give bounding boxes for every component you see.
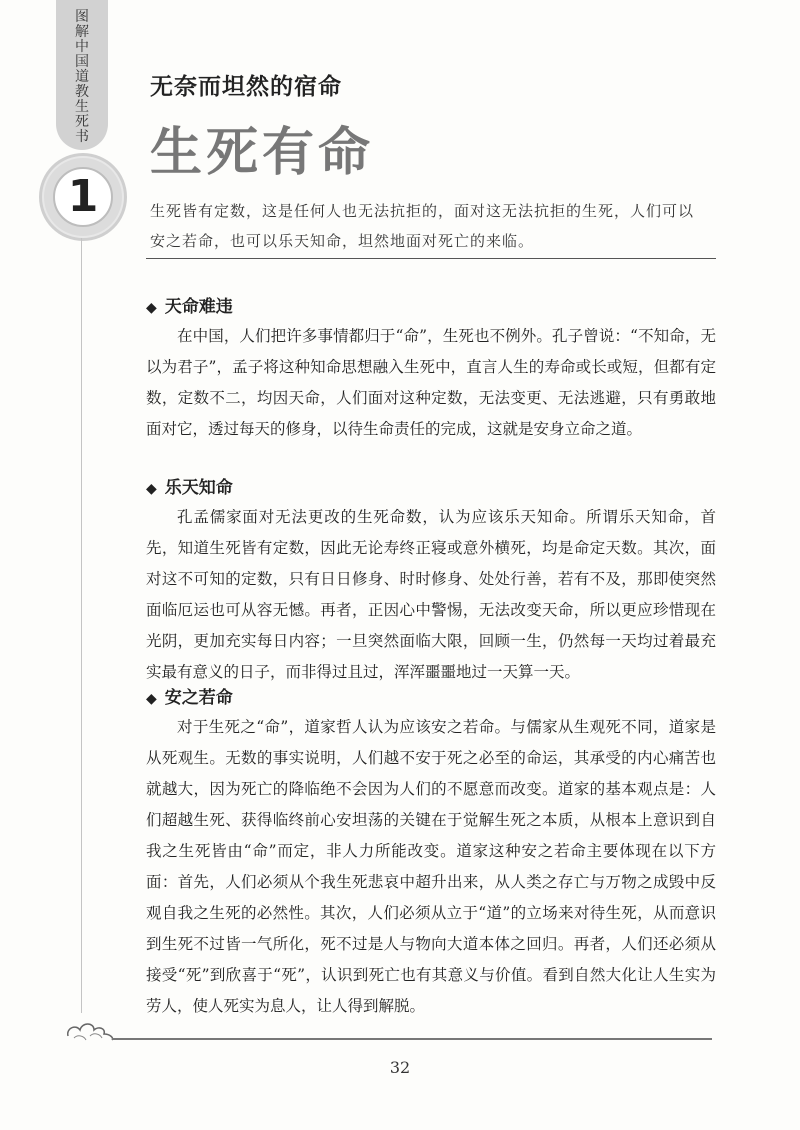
book-title-char: 教	[75, 84, 89, 100]
cloud-ornament-icon	[64, 1016, 116, 1044]
chapter-number: 1	[53, 167, 113, 227]
footer-divider	[112, 1038, 712, 1040]
margin-divider	[81, 238, 82, 1013]
diamond-icon: ◆	[146, 300, 157, 316]
section-tianming-nanwei	[146, 292, 716, 445]
section-heading-text: 天命难违	[164, 297, 233, 317]
section-anzhi-ruoming	[146, 683, 716, 1022]
book-title-char: 图	[75, 9, 89, 25]
book-title-char: 国	[75, 54, 89, 70]
chapter-badge	[42, 156, 124, 238]
book-title-char: 书	[75, 129, 89, 145]
book-title-char: 生	[75, 99, 89, 115]
section-letian-zhiming	[146, 473, 716, 688]
section-heading	[146, 292, 716, 317]
intro-divider	[146, 258, 716, 259]
section-heading	[146, 473, 716, 498]
book-title-char: 中	[75, 39, 89, 55]
diamond-icon: ◆	[146, 481, 157, 497]
intro-paragraph	[150, 196, 715, 256]
book-title-char: 死	[75, 114, 89, 130]
section-heading	[146, 683, 716, 708]
section-heading-text: 安之若命	[164, 688, 233, 708]
section-body: 在中国，人们把许多事情都归于“命”，生死也不例外。孔子曾说：“不知命，无以为君子”，孟子将这种知命思想融入生死中，直言人生的寿命或长或短，但都有定数，定数不二，均因天命，人们面对这种定数，无法变更、无法逃避，只有勇敢地面对它，透过每天的修身，以待生命责任的完成，这就是安身立命之道。	[146, 327, 716, 438]
page-subtitle: 无奈而坦然的宿命	[150, 74, 342, 100]
page-number: 32	[389, 1058, 411, 1077]
page-title: 生死有命	[150, 122, 375, 183]
book-title-char: 解	[75, 24, 89, 40]
side-tab	[56, 0, 108, 150]
section-body: 对于生死之“命”，道家哲人认为应该安之若命。与儒家从生观死不同，道家是从死观生。无数的事实说明，人们越不安于死之必至的命运，其承受的内心痛苦也就越大，因为死亡的降临绝不会因为人们的不愿意而改变。道家的基本观点是：人们超越生死、获得临终前心安坦荡的关键在于觉解生死之本质，从根本上意识到自我之生死皆由“命”而定，非人力所能改变。道家这种安之若命主要体现在以下方面：首先，人们必须从个我生死悲哀中超升出来，从人类之存亡与万物之成毁中反观自我之生死的必然性。其次，人们必须从立于“道”的立场来对待生死，从而意识到生死不过皆一气所化，死不过是人与物向大道本体之回归。再者，人们还必须从接受“死”到欣喜于“死”，认识到死亡也有其意义与价值。看到自然大化让人生实为劳人，使人死实为息人，让人得到解脱。	[146, 718, 716, 1015]
book-title-char: 道	[75, 69, 89, 85]
book-title-vertical	[56, 10, 108, 145]
section-heading-text: 乐天知命	[164, 478, 233, 498]
section-body: 孔孟儒家面对无法更改的生死命数，认为应该乐天知命。所谓乐天知命，首先，知道生死皆有定数，因此无论寿终正寝或意外横死，均是命定天数。其次，面对这不可知的定数，只有日日修身、时时修身、处处行善，若有不及，那即使突然面临厄运也可从容无憾。再者，正因心中警惕，无法改变天命，所以更应珍惜现在光阴，更加充实每日内容；一旦突然面临大限，回顾一生，仍然每一天均过着最充实最有意义的日子，而非得过且过，浑浑噩噩地过一天算一天。	[146, 508, 716, 681]
intro-line: 生死皆有定数，这是任何人也无法抗拒的，面对这无法抗拒的生死，人们可以	[150, 202, 695, 220]
intro-line: 安之若命，也可以乐天知命，坦然地面对死亡的来临。	[150, 232, 535, 250]
diamond-icon: ◆	[146, 691, 157, 707]
